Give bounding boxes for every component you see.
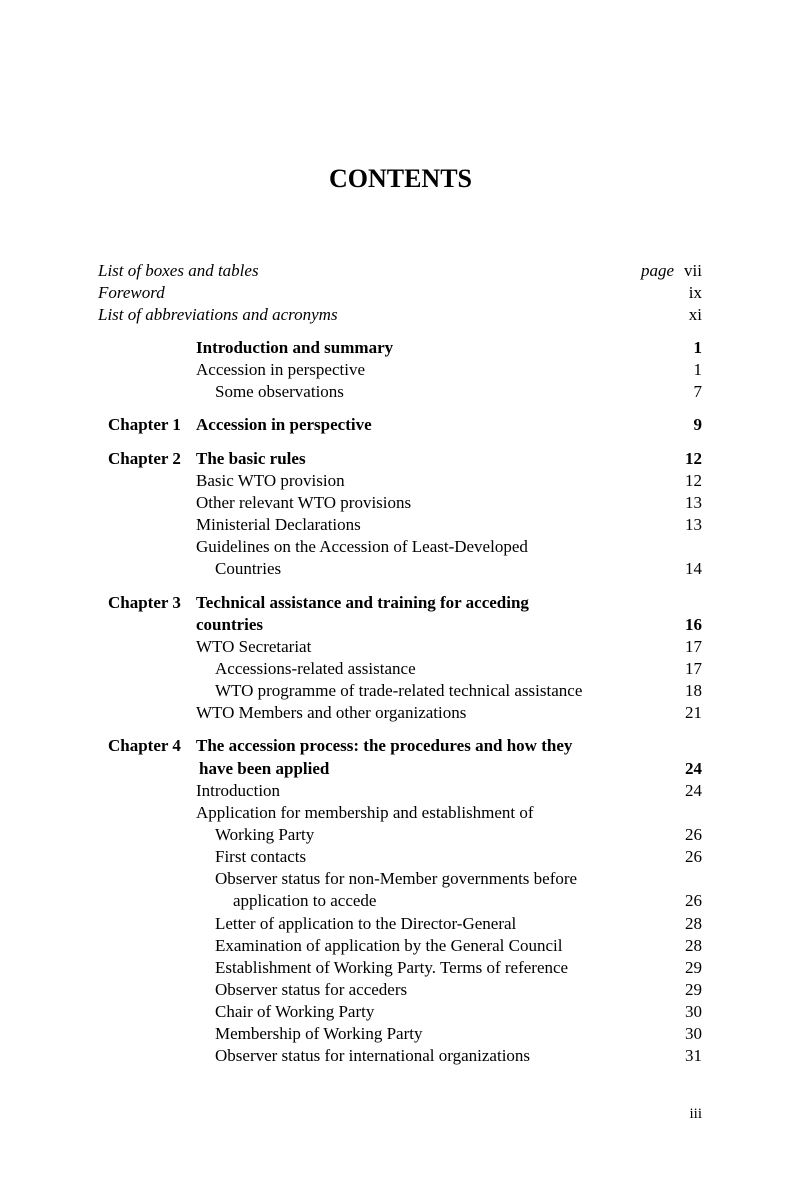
toc-page-number: xi <box>688 305 702 324</box>
toc-entry-label: Basic WTO provision <box>196 471 345 490</box>
toc-entry[interactable] <box>0 957 801 979</box>
toc-page-number: 28 <box>685 936 702 955</box>
toc-entry-label: Observer status for acceders <box>215 980 408 999</box>
toc-chapter-4[interactable] <box>0 735 801 757</box>
toc-entry-label: WTO programme of trade-related technical assistance <box>215 681 583 700</box>
toc-chapter-4-cont[interactable] <box>0 758 801 780</box>
toc-page-number: 26 <box>685 891 702 910</box>
toc-page-number: vii <box>684 261 702 280</box>
toc-entry-label: Chair of Working Party <box>215 1002 375 1021</box>
toc-entry[interactable] <box>0 1045 801 1067</box>
toc-page-number: 1 <box>693 360 702 379</box>
toc-entry-continuation[interactable] <box>0 558 801 580</box>
chapter-title: Accession in perspective <box>196 415 372 434</box>
chapter-label: Chapter 3 <box>108 593 181 612</box>
toc-page-number: 7 <box>693 382 702 401</box>
toc-entry-label-cont: application to accede <box>233 891 377 910</box>
page-prefix: page <box>640 261 674 280</box>
toc-entry-abbreviations[interactable] <box>0 304 801 326</box>
toc-entry[interactable] <box>0 1023 801 1045</box>
toc-entry-boxes-tables[interactable] <box>0 260 801 282</box>
toc-chapter-2[interactable] <box>0 448 801 470</box>
toc-page-number: 26 <box>685 847 702 866</box>
toc-entry[interactable] <box>0 913 801 935</box>
toc-entry[interactable] <box>0 702 801 724</box>
toc-page-number: 13 <box>685 493 702 512</box>
toc-page-number: 18 <box>685 681 702 700</box>
toc-entry[interactable] <box>0 780 801 802</box>
toc-entry-label-cont: Working Party <box>215 825 315 844</box>
toc-entry-label: Other relevant WTO provisions <box>196 493 412 512</box>
chapter-title: The accession process: the procedures and how they <box>196 736 573 755</box>
toc-entry-label: Application for membership and establishment of <box>196 803 534 822</box>
toc-entry-label: Observer status for non-Member governments before <box>215 869 578 888</box>
toc-page-number: 24 <box>685 781 702 800</box>
toc-page-number: 17 <box>685 659 702 678</box>
chapter-title: Technical assistance and training for acceding <box>196 593 529 612</box>
toc-page-number: 14 <box>685 559 702 578</box>
toc-entry-label: List of abbreviations and acronyms <box>98 305 338 324</box>
toc-entry-label: Observer status for international organizations <box>215 1046 531 1065</box>
chapter-label: Chapter 2 <box>108 449 181 468</box>
toc-entry[interactable] <box>0 636 801 658</box>
toc-page-number: 1 <box>693 338 702 357</box>
toc-entry[interactable] <box>0 680 801 702</box>
toc-entry-label: Ministerial Declarations <box>196 515 361 534</box>
toc-entry[interactable] <box>0 381 801 403</box>
toc-chapter-1[interactable] <box>0 414 801 436</box>
page-title: CONTENTS <box>328 164 473 193</box>
chapter-label: Chapter 4 <box>108 736 181 755</box>
toc-page-number: 9 <box>693 415 702 434</box>
toc-entry-continuation[interactable] <box>0 890 801 912</box>
chapter-label: Chapter 1 <box>108 415 181 434</box>
toc-entry-label: WTO Members and other organizations <box>196 703 467 722</box>
toc-entry[interactable] <box>0 514 801 536</box>
toc-entry-label: Accession in perspective <box>196 360 365 379</box>
toc-entry-foreword[interactable] <box>0 282 801 304</box>
toc-page-number: 26 <box>685 825 702 844</box>
toc-entry[interactable] <box>0 658 801 680</box>
toc-entry-label: Introduction <box>196 781 281 800</box>
toc-entry[interactable] <box>0 846 801 868</box>
toc-entry-label: WTO Secretariat <box>196 637 312 656</box>
toc-entry[interactable] <box>0 1001 801 1023</box>
toc-entry-label: Membership of Working Party <box>215 1024 423 1043</box>
toc-entry-continuation[interactable] <box>0 824 801 846</box>
toc-section-introduction[interactable] <box>0 337 801 359</box>
toc-page-number: 31 <box>685 1046 702 1065</box>
toc-page-number: 29 <box>685 958 702 977</box>
folio-page-number: iii <box>689 1106 702 1122</box>
toc-entry-label-cont: Countries <box>215 559 282 578</box>
toc-entry-label: Some observations <box>215 382 344 401</box>
toc-entry[interactable] <box>0 868 801 890</box>
toc-page-number: 30 <box>685 1024 702 1043</box>
toc-entry[interactable] <box>0 935 801 957</box>
toc-entry[interactable] <box>0 979 801 1001</box>
toc-chapter-3-cont[interactable] <box>0 614 801 636</box>
chapter-title: The basic rules <box>196 449 306 468</box>
toc-entry[interactable] <box>0 536 801 558</box>
toc-entry[interactable] <box>0 802 801 824</box>
toc-page-number: 12 <box>685 449 702 468</box>
toc-entry-label: Establishment of Working Party. Terms of reference <box>215 958 569 977</box>
toc-entry-label: List of boxes and tables <box>98 261 259 280</box>
toc-page-number: 12 <box>685 471 702 490</box>
toc-page-number: 21 <box>685 703 702 722</box>
toc-entry-label: Accessions-related assistance <box>215 659 416 678</box>
toc-entry[interactable] <box>0 470 801 492</box>
toc-page-number: 24 <box>685 759 702 778</box>
chapter-title-cont: have been applied <box>199 759 330 778</box>
toc-entry-label: Foreword <box>98 283 165 302</box>
toc-chapter-3[interactable] <box>0 592 801 614</box>
section-title: Introduction and summary <box>196 338 394 357</box>
toc-entry-label: First contacts <box>215 847 307 866</box>
toc-entry-label: Examination of application by the General Council <box>215 936 563 955</box>
toc-page-number: 13 <box>685 515 702 534</box>
toc-entry[interactable] <box>0 359 801 381</box>
toc-page-number: ix <box>688 283 702 302</box>
toc-entry-label: Guidelines on the Accession of Least-Developed <box>196 537 528 556</box>
toc-entry[interactable] <box>0 492 801 514</box>
toc-page-number: 16 <box>685 615 702 634</box>
toc-page-number: 28 <box>685 914 702 933</box>
toc-entry-label: Letter of application to the Director-General <box>215 914 517 933</box>
toc-page-number: 30 <box>685 1002 702 1021</box>
chapter-title-cont: countries <box>196 615 264 634</box>
toc-page-number: 17 <box>685 637 702 656</box>
toc-page-number: 29 <box>685 980 702 999</box>
